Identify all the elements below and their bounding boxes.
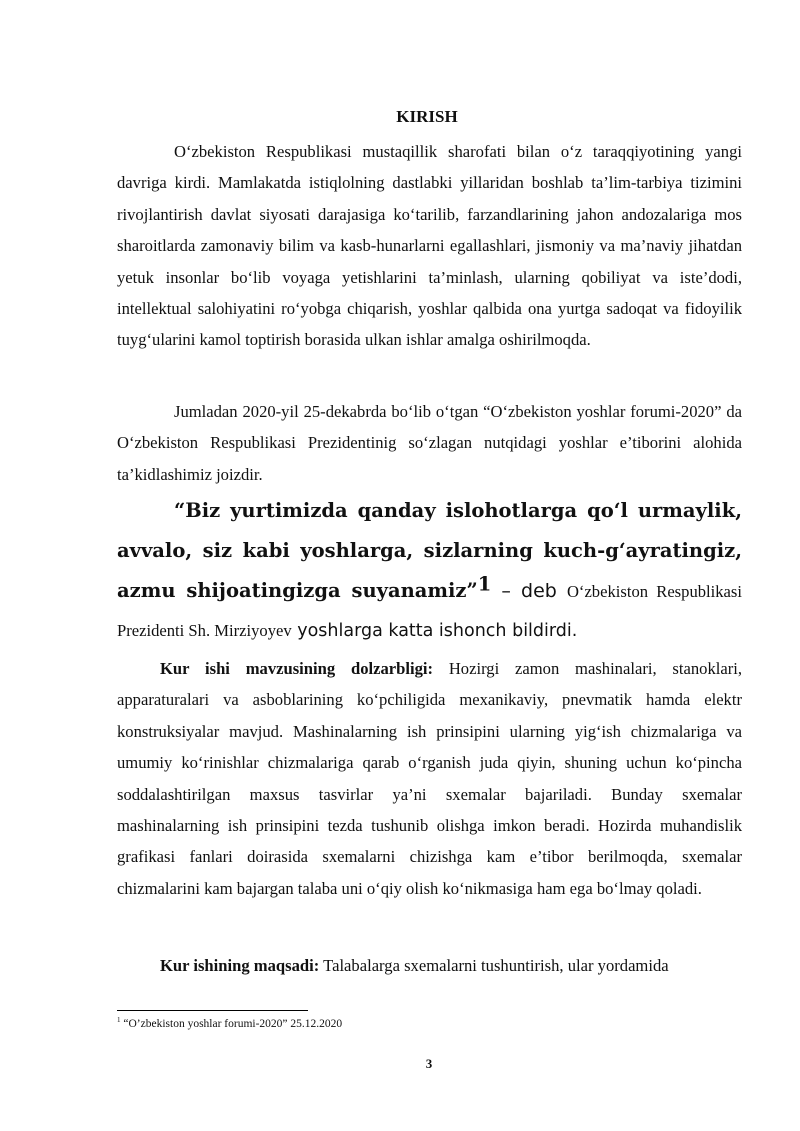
president-quote: “Biz yurtimizda qanday islohotlarga qo‘l urmaylik, avvalo, siz kabi yoshlarga, sizlarning kuch-g‘ayratingiz, azmu shijoatingizga suyanamiz”: [117, 499, 742, 602]
page-number: 3: [425, 1056, 433, 1071]
intro-paragraph: O‘zbekiston Respublikasi mustaqillik sharofati bilan o‘z taraqqiyotining yangi davriga kirdi. Mamlakatda istiqlolning dastlabki yillaridan boshlab ta’lim-tarbiya tizimini rivojlantirish davlat siyosati darajasiga ko‘tarilib, farzandlarining jahon andozalariga mos sharoitlarda zamonaviy bilim va kasb-hunarlarni egallashlari, jismoniy va ma’naviy jihatdan yetuk insonlar bo‘lib voyaga yetishlarini ta’minlash, ularning qobiliyat va iste’dodi, intellektual salohiyatini ro‘yobga chiqarish, yoshlar qalbida ona yurtga sadoqat va fidoyilik tuyg‘ularini kamol toptirish borasida ulkan ishlar amalga oshirilmoqda.: [117, 142, 742, 350]
section-title: KIRISH: [396, 107, 458, 126]
quote-connector: – deb: [491, 580, 567, 602]
footnote-reference: 1: [477, 572, 492, 596]
footnote-number: 1: [117, 1016, 121, 1025]
quote-closing: yoshlarga katta ishonch bildirdi.: [291, 621, 578, 641]
footnote: [117, 1018, 342, 1030]
goal-paragraph: [117, 950, 742, 981]
relevance-label: Kur ishi mavzusining dolzarbligi:: [160, 659, 434, 678]
footnote-divider: [117, 1010, 308, 1011]
president-quote-paragraph: [117, 492, 742, 651]
relevance-paragraph: [117, 653, 742, 904]
relevance-text: Hozirgi zamon mashinalari, stanoklari, apparaturalari va asboblarining ko‘pchiligida mexanikaviy, pnevmatik hamda elektr konstruksiyalar mavjud. Mashinalarning ish prinsipini ularning yig‘ish chizmalariga va umumiy ko‘rinishlar chizmalariga qarab o‘rganish juda qiyin, shuning uchun ko‘pincha soddalashtirilgan maxsus tasvirlar ya’ni sxemalar bajariladi. Bunday sxemalar mashinalarning ish prinsipini tezda tushunib olishga imkon beradi. Hozirda muhandislik grafikasi fanlari doirasida sxemalarni chizishga kam e’tibor berilmoqda, sxemalar chizmalarini kam bajargan talaba uni o‘qiy olish ko‘nikmasiga ham ega bo‘lmay qoladi.: [117, 659, 742, 898]
goal-label: Kur ishining maqsadi:: [160, 956, 320, 975]
goal-text: Talabalarga sxemalarni tushuntirish, ular yordamida: [319, 956, 669, 975]
quote-attribution: O‘zbekiston Respublikasi Prezidenti Sh. Mirziyoyev: [117, 582, 742, 640]
forum-paragraph: Jumladan 2020-yil 25-dekabrda bo‘lib o‘tgan “O‘zbekiston yoshlar forumi-2020” da O‘zbekiston Respublikasi Prezidentinig so‘zlagan nutqidagi yoshlar e’tiborini alohida ta’kidlashimiz joizdir.: [117, 402, 742, 484]
footnote-text: “O’zbekiston yoshlar forumi-2020” 25.12.2020: [120, 1018, 343, 1030]
